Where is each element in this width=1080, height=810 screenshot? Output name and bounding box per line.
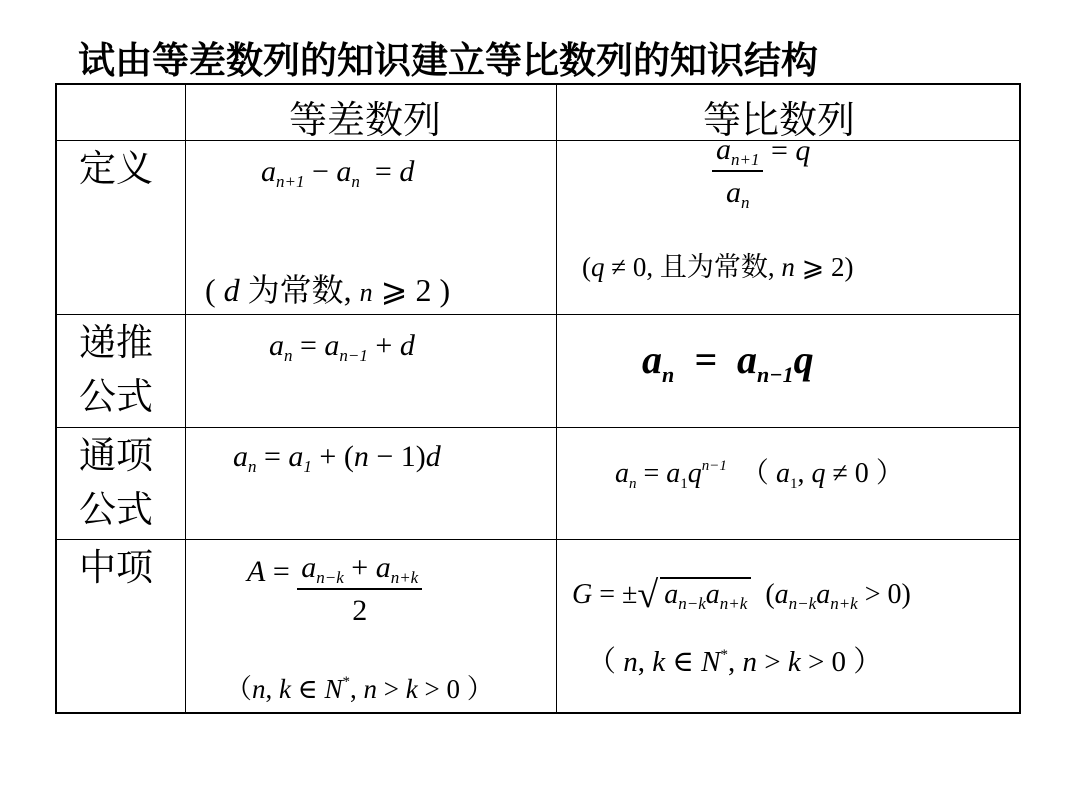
arithmetic-middle-condition: （n, k ∈ N*, n > k > 0 ）: [225, 674, 494, 705]
row-label-middle-term: 中项: [79, 546, 153, 589]
table-divider: [57, 427, 1019, 428]
row-label-recursive: 递推 公式: [79, 321, 153, 418]
geometric-middle-formula: G = ±√ $a_{n-k}a_{n+k}$ $(a_{n-k}a_{n+k} > 0)$: [572, 574, 911, 616]
table-divider: [57, 314, 1019, 315]
table-divider: [57, 539, 1019, 540]
arithmetic-definition-condition: ( d 为常数, n ⩾ 2 ): [205, 271, 451, 309]
geometric-middle-condition: （ n, k ∈ N*, n > k > 0 ）: [587, 644, 883, 678]
table-divider: [57, 140, 1019, 141]
comparison-table: [55, 83, 1021, 714]
arithmetic-definition-formula: $a_{n+1} - a_n = d$: [261, 155, 415, 191]
table-divider: [185, 85, 186, 712]
geometric-recursive-formula: $a_n = a_{n-1}q$: [642, 337, 814, 387]
arithmetic-middle-formula: A = $\frac{a_{n-k} + a_{n+k}}{2}$: [247, 551, 422, 628]
column-header-geometric: 等比数列: [703, 98, 856, 142]
arithmetic-recursive-formula: $a_n = a_{n-1} + d$: [269, 329, 415, 365]
table-divider: [556, 85, 557, 712]
geometric-definition-formula: $\frac{a_{n+1}}{a_n}$ = q: [712, 133, 810, 213]
row-label-general-term: 通项 公式: [79, 434, 153, 531]
row-label-definition: 定义: [79, 147, 153, 190]
geometric-general-formula: $a_n = a_1q^{n-1}$ （ $a_1$, q ≠ 0 ）: [615, 456, 904, 492]
arithmetic-general-formula: $a_n = a_1 + (n - 1)d$: [233, 440, 441, 476]
column-header-arithmetic: 等差数列: [289, 98, 442, 142]
geometric-definition-condition: (q ≠ 0, 且为常数, n ⩾ 2): [582, 252, 854, 283]
page-title: 试由等差数列的知识建立等比数列的知识结构: [78, 39, 818, 82]
